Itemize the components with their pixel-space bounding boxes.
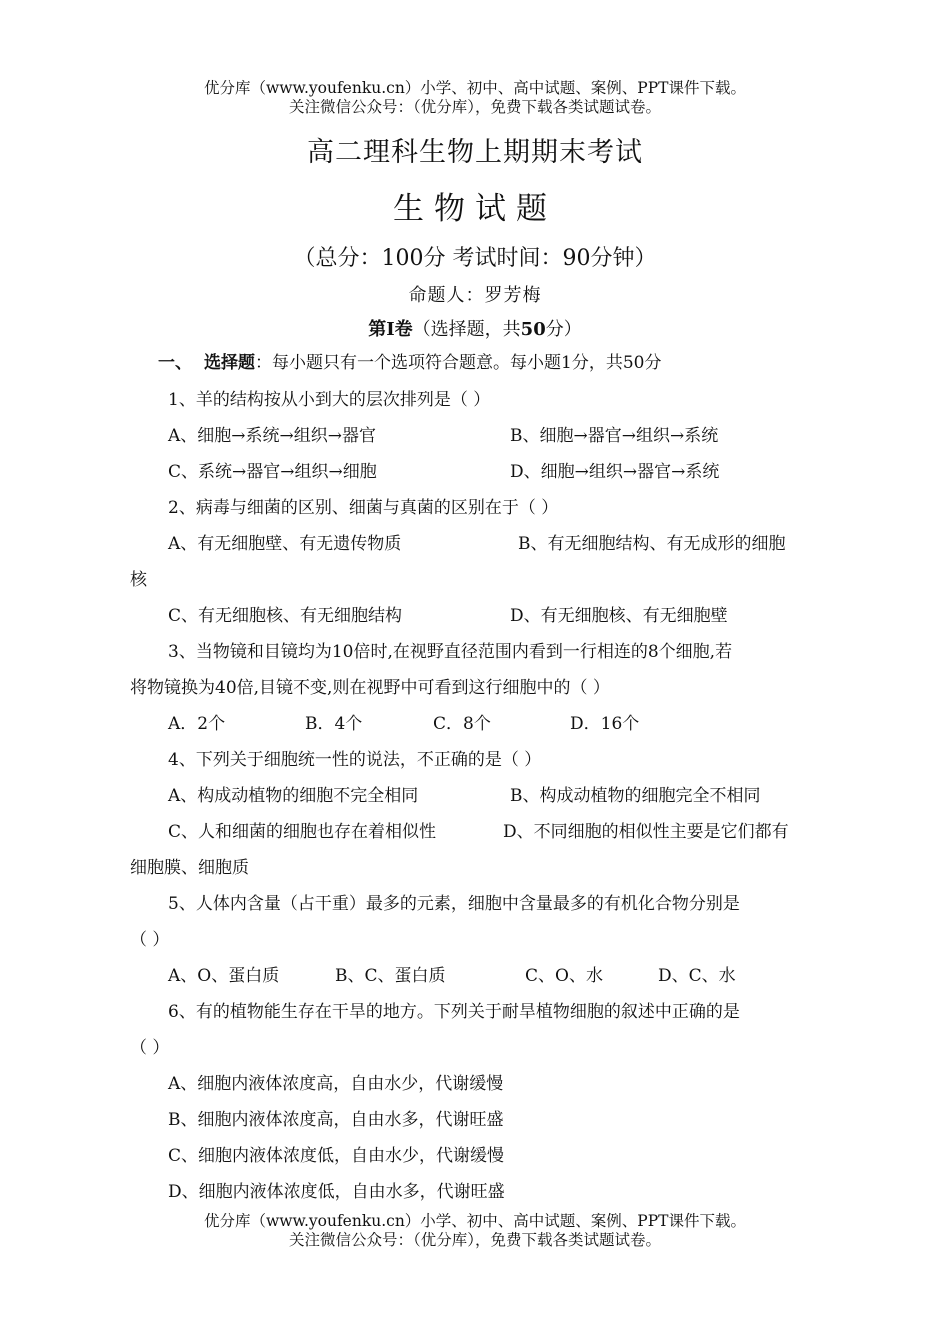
question-3-option-d: D．16个 xyxy=(570,714,640,734)
question-5-option-a: A、O、蛋白质 xyxy=(168,966,280,986)
question-5-option-d: D、C、水 xyxy=(658,966,736,986)
part-label: 第Ⅰ卷 xyxy=(368,319,413,340)
question-5-stem-2: （ ） xyxy=(130,930,170,950)
part-heading xyxy=(0,315,950,341)
part-count: 50 xyxy=(520,319,546,340)
question-2-option-a: A、有无细胞壁、有无遗传物质 xyxy=(168,534,402,554)
question-4-option-c: C、人和细菌的细胞也存在着相似性 xyxy=(168,822,437,842)
question-1-stem: 1、羊的结构按从小到大的层次排列是（ ） xyxy=(168,390,491,410)
exam-subtitle: 生物试题 xyxy=(393,191,557,227)
question-1-option-d: D、细胞→组织→器官→系统 xyxy=(510,462,720,482)
question-6-stem-1: 6、有的植物能生存在干旱的地方。下列关于耐旱植物细胞的叙述中正确的是 xyxy=(168,1002,740,1022)
question-5-option-b: B、C、蛋白质 xyxy=(335,966,446,986)
footer-line-1: 优分库（www.youfenku.cn）小学、初中、高中试题、案例、PPT课件下载。 xyxy=(203,1212,747,1230)
part-text: （选择题，共 xyxy=(412,319,521,340)
question-1-option-b: B、细胞→器官→组织→系统 xyxy=(510,426,719,446)
section-number: 一、 xyxy=(158,353,192,373)
question-1-option-c: C、系统→器官→组织→细胞 xyxy=(168,462,377,482)
question-2-stem: 2、病毒与细菌的区别、细菌与真菌的区别在于（ ） xyxy=(168,498,559,518)
question-2-option-b: B、有无细胞结构、有无成形的细胞 xyxy=(518,534,786,554)
question-3-option-a: A．2个 xyxy=(168,714,226,734)
question-3-option-b: B．4个 xyxy=(305,714,363,734)
section-heading xyxy=(158,352,661,374)
question-2-option-b-cont: 核 xyxy=(130,570,147,590)
question-3-option-c: C．8个 xyxy=(433,714,491,734)
question-4-stem: 4、下列关于细胞统一性的说法，不正确的是（ ） xyxy=(168,750,542,770)
part-end: 分） xyxy=(545,319,582,340)
question-6-stem-2: （ ） xyxy=(130,1038,170,1058)
question-5-option-c: C、O、水 xyxy=(525,966,603,986)
question-6-option-c: C、细胞内液体浓度低，自由水少，代谢缓慢 xyxy=(168,1146,505,1166)
question-3-stem-1: 3、当物镜和目镜均为10倍时,在视野直径范围内看到一行相连的8个细胞,若 xyxy=(168,642,733,662)
question-6-option-a: A、细胞内液体浓度高，自由水少，代谢缓慢 xyxy=(168,1074,504,1094)
question-1-option-a: A、细胞→系统→组织→器官 xyxy=(168,426,377,446)
footer-line-2: 关注微信公众号：（优分库），免费下载各类试题试卷。 xyxy=(288,1231,661,1249)
exam-author: 命题人：罗芳梅 xyxy=(408,285,542,306)
section-instructions: ：每小题只有一个选项符合题意。每小题1分，共50分 xyxy=(255,353,662,373)
exam-title: 高二理科生物上期期末考试 xyxy=(307,137,643,168)
section-label: 选择题 xyxy=(204,353,255,373)
question-2-option-d: D、有无细胞核、有无细胞壁 xyxy=(510,606,728,626)
question-4-option-d-cont: 细胞膜、细胞质 xyxy=(130,858,249,878)
header-line-2: 关注微信公众号：（优分库），免费下载各类试题试卷。 xyxy=(288,98,661,116)
question-2-option-c: C、有无细胞核、有无细胞结构 xyxy=(168,606,403,626)
question-4-option-d: D、不同细胞的相似性主要是它们都有 xyxy=(503,822,789,842)
question-3-stem-2: 将物镜换为40倍,目镜不变,则在视野中可看到这行细胞中的（ ） xyxy=(130,678,610,698)
score-time: （总分：100分 考试时间：90分钟） xyxy=(293,246,657,271)
question-4-option-b: B、构成动植物的细胞完全不相同 xyxy=(510,786,761,806)
question-6-option-d: D、细胞内液体浓度低，自由水多，代谢旺盛 xyxy=(168,1182,505,1202)
question-6-option-b: B、细胞内液体浓度高，自由水多，代谢旺盛 xyxy=(168,1110,504,1130)
question-4-option-a: A、构成动植物的细胞不完全相同 xyxy=(168,786,419,806)
question-5-stem-1: 5、人体内含量（占干重）最多的元素，细胞中含量最多的有机化合物分别是 xyxy=(168,894,740,914)
header-line-1: 优分库（www.youfenku.cn）小学、初中、高中试题、案例、PPT课件下载。 xyxy=(203,79,747,97)
